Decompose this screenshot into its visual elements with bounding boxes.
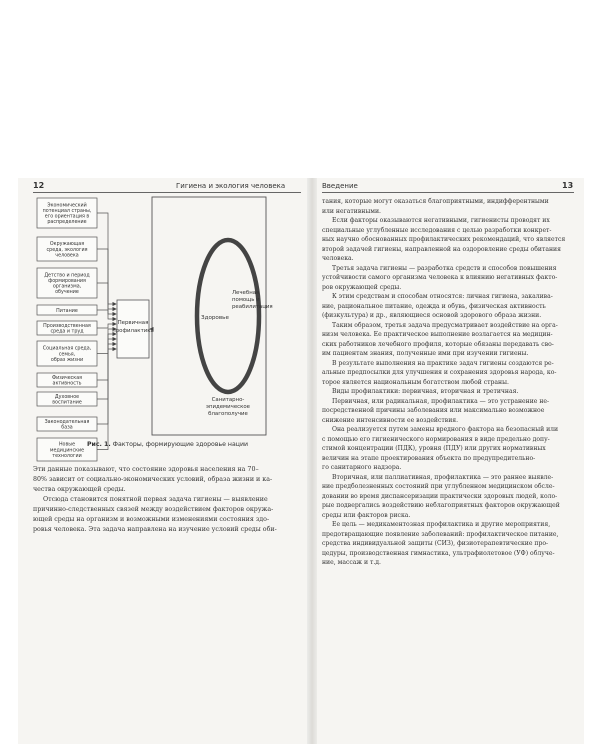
sanitary-label-1: Санитарно- bbox=[211, 397, 245, 403]
factor-arrow bbox=[97, 249, 116, 309]
health-label: Здоровье bbox=[201, 315, 229, 321]
right-text-line: устойчивости самого организма человека к влиянию негативных факто- bbox=[322, 274, 558, 281]
factor-label: среда, экология bbox=[46, 247, 88, 253]
left-text-line: чества окружающей среды. bbox=[33, 486, 126, 493]
right-running-head: Введение bbox=[322, 182, 358, 190]
right-text-line: стимой концентрации (ПДК), уровня (ПДУ) или других нормативных bbox=[322, 445, 546, 452]
right-text-line: В результате выполнения на практике задач гигиены создаются ре- bbox=[332, 359, 554, 367]
right-text-line: Первичная, или радикальная, профилактика — это устранение не- bbox=[332, 397, 550, 405]
right-text-line: ние, рациональное питание, одежда и обувь, физическая активность bbox=[322, 302, 546, 310]
left-text-line: Отсюда становится понятной первая задача гигиены — выявление bbox=[43, 496, 268, 503]
right-text-line: специальные углубленные исследования с целью разработки конкрет- bbox=[322, 226, 552, 234]
factor-label: Законодательная bbox=[44, 420, 90, 425]
factor-label: Детство и период bbox=[44, 273, 90, 279]
right-text-line: ние, массаж и т.д. bbox=[322, 559, 381, 566]
right-text-line: им пациентам знания, полученные ими при изучении гигиены. bbox=[322, 350, 529, 357]
rehab-label-2: помощь и bbox=[232, 297, 260, 303]
factor-label: его ориентация в bbox=[44, 214, 90, 220]
right-page-number: 13 bbox=[562, 181, 574, 190]
right-page-text bbox=[322, 197, 574, 568]
right-text-line: или негативными. bbox=[322, 207, 381, 215]
factor-label: воспитание bbox=[52, 400, 82, 406]
right-text-line: тания, которые могут оказаться благоприятными, индифферентными bbox=[322, 198, 549, 205]
factor-arrow bbox=[97, 334, 116, 380]
figure-caption-text: Факторы, формирующие здоровье нации bbox=[112, 441, 249, 448]
right-text-line: средства индивидуальной защиты (СИЗ), физиотерапевтические про- bbox=[322, 540, 549, 547]
factor-label: Социальная среда, bbox=[42, 346, 92, 352]
factor-label: активность bbox=[52, 381, 82, 387]
right-text-line: (физкультура) и др., являющиеся основой здорового образа жизни. bbox=[322, 312, 542, 319]
right-text-line: низм человека. Ее практическое выполнение возлагается на медицин- bbox=[322, 331, 553, 338]
factor-label: Духовное bbox=[54, 395, 80, 400]
right-text-line: го санитарного надзора. bbox=[322, 464, 402, 471]
factor-label: Экономический bbox=[47, 203, 87, 209]
right-text-line: рые подвергались воздействию неблагоприятных факторов окружающей bbox=[322, 502, 560, 509]
left-text-line: Эти данные показывают, что состояние здоровья населения на 70– bbox=[33, 466, 259, 473]
factor-label: человека bbox=[55, 253, 79, 259]
left-text-line: ровья человека. Эта задача направлена на изучение условий среды оби- bbox=[33, 526, 277, 533]
right-text-line: Если факторы оказываются негативными, гигиенисты проводят их bbox=[332, 217, 550, 224]
figure-caption-label: Рис. 1. bbox=[87, 441, 111, 448]
factor-label: Питание bbox=[56, 308, 78, 314]
right-text-line: Вторичная, или паллиативная, профилактика — это раннее выявле- bbox=[332, 473, 554, 481]
left-text-line: причинно-следственных связей между воздействием факторов окружа- bbox=[33, 506, 274, 513]
right-text-line: человека. bbox=[322, 255, 354, 262]
right-text-line: величин на этапе проектирования объекта по предупредительно- bbox=[322, 454, 536, 462]
right-text-line: цедуры, производственная гимнастика, ультрафиолетовое (УФ) облуче- bbox=[322, 549, 555, 557]
factor-label: образ жизни bbox=[50, 357, 84, 363]
right-text-line: К этим средствам и способам относятся: личная гигиена, закалива- bbox=[332, 293, 553, 300]
primary-prevention-label-1: Первичная bbox=[117, 320, 149, 326]
right-text-line: торое является национальным богатством любой страны. bbox=[322, 378, 509, 386]
right-text-line: ние предболезненных состояний при углубленном медицинском обсле- bbox=[322, 483, 555, 490]
factor-label: формирования bbox=[48, 279, 86, 284]
right-text-line: ных научно обоснованных профилактических рекомендаций, что является bbox=[322, 236, 566, 243]
right-text-line: второй задачей гигиены, направленной на оздоровление среды обитания bbox=[322, 245, 561, 253]
right-text-line: Ее цель — медикаментозная профилактика и другие мероприятия, bbox=[332, 521, 551, 528]
right-text-line: ских работников лечебного профиля, которые обязаны передавать сво- bbox=[322, 340, 554, 348]
left-page-text bbox=[33, 465, 299, 535]
sanitary-label-3: благополучие bbox=[208, 411, 248, 417]
factor-label: база bbox=[61, 425, 73, 431]
factor-label: потенциал страны, bbox=[42, 209, 92, 214]
rehab-label-1: Лечебная bbox=[232, 290, 260, 296]
right-text-line: Третья задача гигиены — разработка средств и способов повышения bbox=[332, 264, 557, 272]
right-text-line: Она реализуется путем замены вредного фактора на безопасный или bbox=[332, 426, 559, 433]
right-text-line: ров окружающей среды. bbox=[322, 283, 402, 291]
left-page-number: 12 bbox=[33, 181, 45, 190]
right-text-line: Виды профилактики: первичная, вторичная и третичная. bbox=[332, 388, 519, 395]
right-text-line: довании во время диспансеризации практически здоровых людей, коло- bbox=[322, 492, 558, 500]
factor-label: семья, bbox=[58, 352, 76, 358]
sanitary-label-2: эпидемическое bbox=[206, 404, 250, 410]
factor-label: организма, bbox=[52, 284, 82, 290]
right-text-line: предотвращающие появление заболеваний: профилактическое питание, bbox=[322, 530, 559, 538]
factor-label: медицинские bbox=[49, 448, 85, 454]
factor-arrow bbox=[97, 344, 116, 424]
left-text-line: 80% зависит от социально-экономических условий, образа жизни и ка- bbox=[33, 476, 273, 483]
factor-label: среда и труд bbox=[50, 329, 84, 335]
right-text-line: среды или факторов риска. bbox=[322, 511, 411, 519]
factor-label: Физическая bbox=[51, 376, 83, 381]
factor-label: Производственная bbox=[43, 324, 91, 329]
factor-arrow bbox=[97, 213, 116, 304]
right-text-line: снижение интенсивности ее воздействия. bbox=[322, 416, 459, 424]
left-text-line: ющей среды на организм и возможными изменениями состояния здо- bbox=[33, 516, 270, 523]
factor-label: обучение bbox=[55, 290, 79, 296]
right-text-line: альные предпосылки для улучшения и сохранения здоровья народа, ко- bbox=[322, 369, 557, 376]
right-text-line: Таким образом, третья задача предусматривает воздействие на орга- bbox=[332, 321, 558, 329]
right-text-line: посредственной причины заболевания или максимально возможное bbox=[322, 407, 545, 414]
factor-arrow bbox=[97, 339, 116, 399]
left-running-head: Гигиена и экология человека bbox=[176, 182, 286, 190]
factor-arrow bbox=[97, 310, 116, 319]
right-text-line: с помощью его гигиенического нормирования в виде предельно допу- bbox=[322, 435, 550, 443]
factor-label: технологии bbox=[52, 453, 82, 459]
factor-label: Окружающая bbox=[49, 242, 85, 248]
figure-caption bbox=[87, 441, 248, 448]
factor-label: распределение bbox=[47, 220, 87, 226]
factor-label: Новые bbox=[58, 442, 76, 448]
rehab-label-3: реабилитация bbox=[232, 304, 273, 310]
primary-prevention-label-2: профилактика bbox=[112, 328, 154, 334]
